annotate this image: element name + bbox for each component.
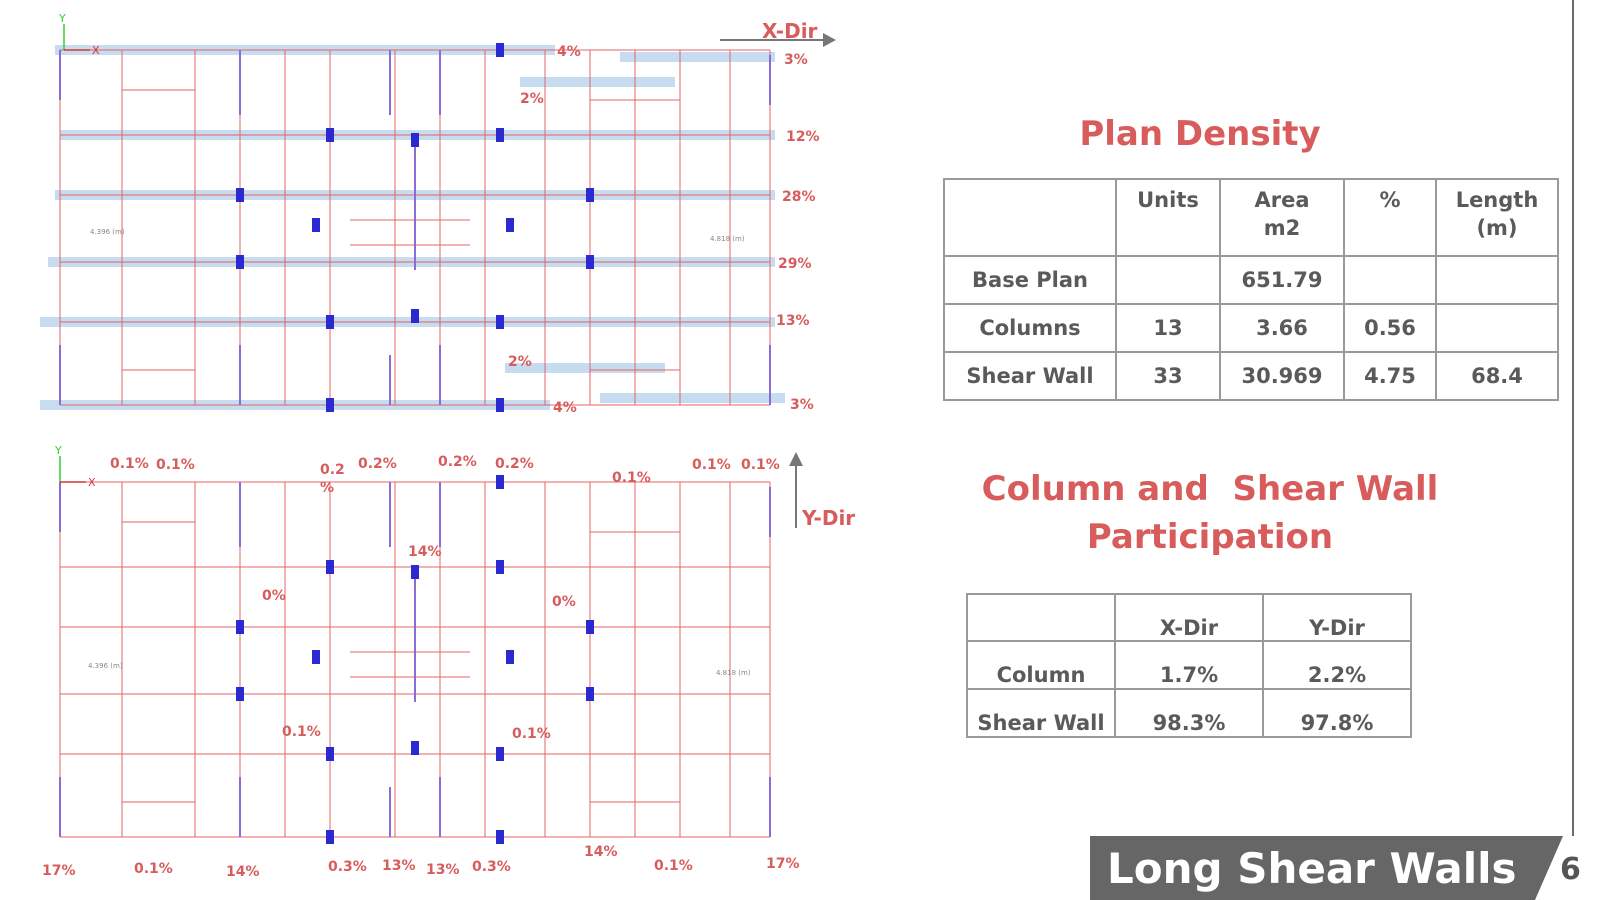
column-marker (411, 741, 419, 755)
column-marker (506, 218, 514, 232)
x-percent-label: 3% (790, 397, 814, 413)
column-marker (496, 43, 504, 57)
x-percent-label: 4% (553, 400, 577, 416)
y-percent-label: 0.1% (110, 456, 149, 472)
column-marker (326, 128, 334, 142)
table-cell: Shear Wall (967, 689, 1115, 737)
footer-banner-text: Long Shear Walls (1107, 844, 1517, 893)
header-line: m2 (1263, 216, 1301, 240)
table-cell: 98.3% (1115, 689, 1263, 737)
table-header-cell: % (1344, 179, 1436, 256)
table-cell: 13 (1116, 304, 1220, 352)
column-marker (496, 747, 504, 761)
y-percent-label: 0.3% (472, 859, 511, 875)
participation-table (966, 593, 1412, 738)
column-marker (411, 133, 419, 147)
table-cell: 1.7% (1115, 641, 1263, 689)
axis-x-label: X (88, 476, 96, 489)
x-percent-label: 13% (776, 313, 810, 329)
header-line: Length (1455, 188, 1539, 212)
table-header-cell (944, 179, 1116, 256)
column-marker (496, 128, 504, 142)
column-marker (236, 687, 244, 701)
table-cell: 68.4 (1436, 352, 1558, 400)
y-percent-label: 14% (584, 844, 618, 860)
table-row (944, 352, 1558, 400)
y-dir-label: Y-Dir (802, 506, 856, 530)
y-direction-plan (50, 475, 783, 900)
table-header-cell: Units (1116, 179, 1220, 256)
y-percent-label: 0.1% (741, 457, 780, 473)
column-marker (236, 188, 244, 202)
column-marker (326, 398, 334, 412)
column-marker (236, 255, 244, 269)
y-percent-label: 17% (42, 863, 76, 879)
column-marker (326, 747, 334, 761)
x-direction-plan (40, 43, 785, 412)
table-cell: Base Plan (944, 256, 1116, 304)
y-percent-label: 0.3% (328, 859, 367, 875)
table-header-cell (1436, 179, 1558, 256)
shear-wall-highlight (620, 52, 775, 62)
header-line: Area (1254, 188, 1310, 212)
column-marker (312, 650, 320, 664)
table-header-cell (967, 594, 1115, 641)
y-plan-percent-labels (42, 454, 800, 880)
y-percent-label: % (320, 480, 335, 496)
column-marker (496, 315, 504, 329)
dimension-label: 4.818 (m) (710, 235, 745, 243)
y-percent-label: 0.1% (156, 457, 195, 473)
table-row (944, 304, 1558, 352)
x-dir-label: X-Dir (762, 19, 818, 43)
y-percent-label: 0% (262, 588, 286, 604)
y-percent-label: 13% (382, 858, 416, 874)
table-header-cell (1220, 179, 1344, 256)
y-percent-label: 0.1% (134, 861, 173, 877)
column-marker (411, 309, 419, 323)
slide-number: 6 (1560, 852, 1581, 887)
y-percent-label: 14% (408, 544, 442, 560)
y-percent-label: 0.1% (282, 724, 321, 740)
y-percent-label: 0.1% (612, 470, 651, 486)
table-header-cell: Y-Dir (1263, 594, 1411, 641)
axis-indicator-top (58, 12, 100, 57)
participation-title-line: Column and Shear Wall (981, 469, 1439, 509)
y-percent-label: 0.2% (358, 456, 397, 472)
table-cell: 2.2% (1263, 641, 1411, 689)
table-header-cell: X-Dir (1115, 594, 1263, 641)
table-cell: 30.969 (1220, 352, 1344, 400)
table-cell (1436, 304, 1558, 352)
y-percent-label: 17% (766, 856, 800, 872)
table-row (967, 641, 1411, 689)
column-marker (496, 475, 504, 489)
column-marker (326, 315, 334, 329)
y-percent-label: 0.2 (320, 462, 345, 478)
column-marker (326, 830, 334, 844)
shear-wall-highlight (600, 393, 785, 403)
participation-title (950, 465, 1470, 561)
table-cell: Columns (944, 304, 1116, 352)
participation-title-line: Participation (1086, 517, 1334, 557)
table-cell: 4.75 (1344, 352, 1436, 400)
y-percent-label: 0.1% (692, 457, 731, 473)
table-cell: 3.66 (1220, 304, 1344, 352)
x-percent-label: 2% (508, 354, 532, 370)
x-percent-label: 29% (778, 256, 812, 272)
table-header-row (967, 594, 1411, 641)
column-marker (496, 830, 504, 844)
y-dir-arrow (789, 452, 855, 530)
column-marker (411, 565, 419, 579)
shear-wall-highlight (520, 77, 675, 87)
plan-density-title: Plan Density (1079, 114, 1321, 154)
column-marker (586, 687, 594, 701)
column-marker (586, 255, 594, 269)
column-marker (236, 620, 244, 634)
column-marker (506, 650, 514, 664)
table-row (944, 256, 1558, 304)
table-cell: 0.56 (1344, 304, 1436, 352)
axis-indicator-bottom (54, 444, 96, 489)
table-cell: Shear Wall (944, 352, 1116, 400)
x-percent-label: 4% (557, 44, 581, 60)
table-cell: Column (967, 641, 1115, 689)
column-marker (496, 560, 504, 574)
axis-y-label: Y (59, 12, 66, 25)
y-percent-label: 13% (426, 862, 460, 878)
column-marker (586, 620, 594, 634)
table-cell (1344, 256, 1436, 304)
y-percent-label: 0.2% (438, 454, 477, 470)
x-percent-label: 2% (520, 91, 544, 107)
y-percent-label: 0.1% (512, 726, 551, 742)
table-cell (1116, 256, 1220, 304)
plan-density-table (943, 178, 1559, 401)
y-percent-label: 14% (226, 864, 260, 880)
table-header-row (944, 179, 1558, 256)
table-cell: 33 (1116, 352, 1220, 400)
y-percent-label: 0.1% (654, 858, 693, 874)
column-marker (496, 398, 504, 412)
x-percent-label: 12% (786, 129, 820, 145)
slide-border-line (1572, 0, 1574, 840)
axis-y-label: Y (55, 444, 62, 457)
table-cell: 651.79 (1220, 256, 1344, 304)
column-marker (586, 188, 594, 202)
y-percent-label: 0.2% (495, 456, 534, 472)
column-marker (326, 560, 334, 574)
y-percent-label: 0% (552, 594, 576, 610)
axis-x-label: X (92, 44, 100, 57)
x-percent-label: 28% (782, 189, 816, 205)
x-dir-arrow (720, 19, 836, 47)
dimension-label: 4.396 (m) (88, 662, 123, 670)
table-row (967, 689, 1411, 737)
header-line: (m) (1476, 216, 1518, 240)
dimension-label: 4.396 (m) (90, 228, 125, 236)
dimension-label: 4.818 (m) (716, 669, 751, 677)
table-cell: 97.8% (1263, 689, 1411, 737)
column-marker (312, 218, 320, 232)
table-cell (1436, 256, 1558, 304)
x-percent-label: 3% (784, 52, 808, 68)
